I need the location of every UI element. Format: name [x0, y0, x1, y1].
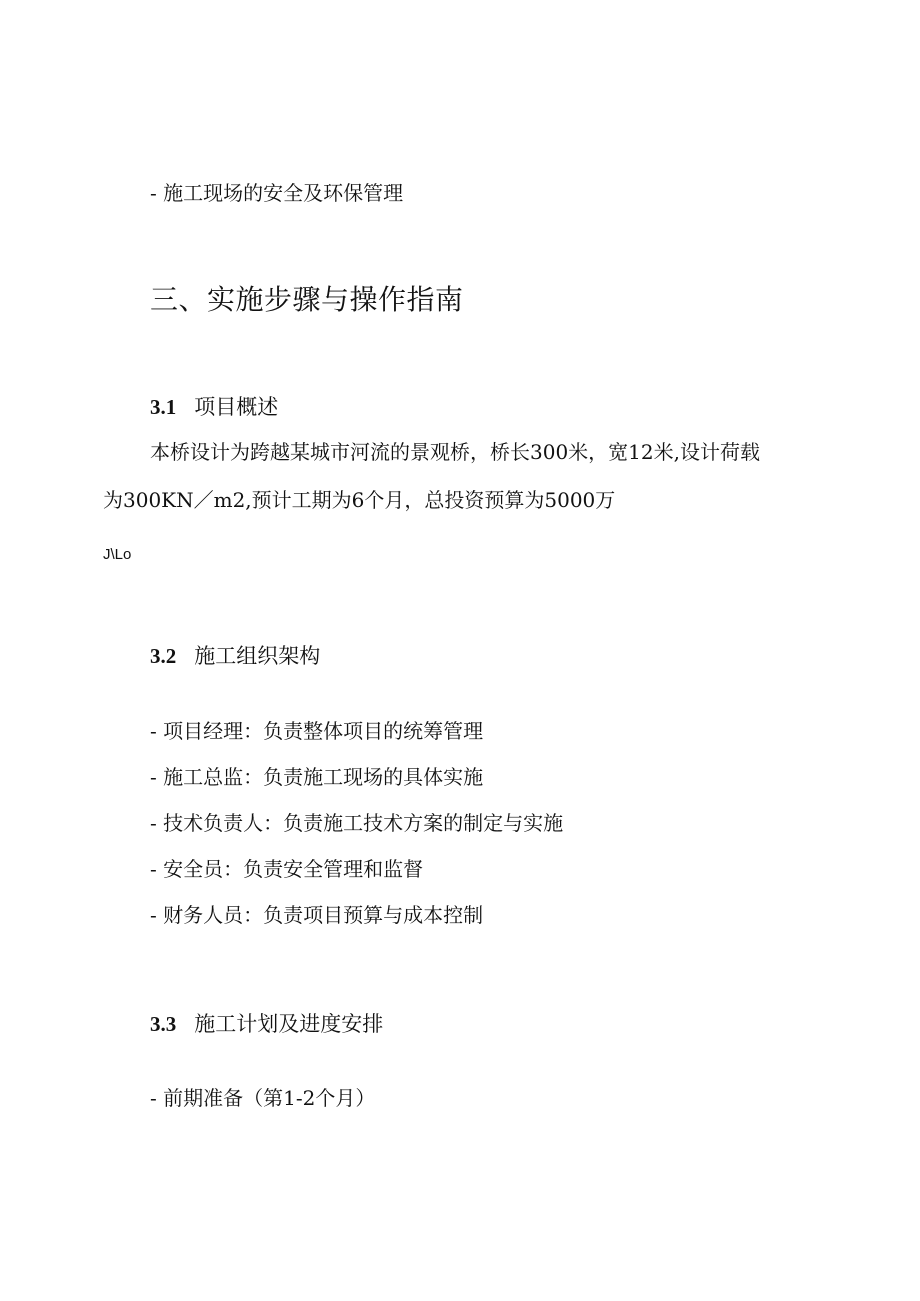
- list-item: - 前期准备（第1-2个月）: [150, 1086, 376, 1110]
- subsection-number: 3.3: [150, 1012, 177, 1036]
- subsection-title: 项目概述: [194, 395, 279, 419]
- subsection-number: 3.1: [150, 395, 177, 419]
- stray-text: J\Lo: [103, 546, 132, 563]
- subsection-title: 施工计划及进度安排: [194, 1012, 384, 1036]
- list-item: - 施工总监：负责施工现场的具体实施: [150, 765, 484, 789]
- list-item: - 项目经理：负责整体项目的统筹管理: [150, 719, 484, 743]
- list-item: - 技术负责人：负责施工技术方案的制定与实施: [150, 811, 564, 835]
- list-item: - 财务人员：负责项目预算与成本控制: [150, 903, 484, 927]
- paragraph-line-2: 为300KN／m2,预计工期为6个月，总投资预算为5000万: [103, 488, 616, 512]
- subsection-title: 施工组织架构: [194, 644, 321, 668]
- paragraph-line-1: 本桥设计为跨越某城市河流的景观桥，桥长300米，宽12米,设计荷载: [150, 440, 760, 464]
- list-item-safety-environment: - 施工现场的安全及环保管理: [150, 181, 404, 205]
- subsection-heading-3-1: [150, 394, 278, 420]
- subsection-heading-3-2: [150, 643, 320, 669]
- subsection-number: 3.2: [150, 644, 177, 668]
- list-item: - 安全员：负责安全管理和监督: [150, 857, 424, 881]
- section-title: 三、实施步骤与操作指南: [150, 283, 464, 316]
- subsection-heading-3-3: [150, 1011, 383, 1037]
